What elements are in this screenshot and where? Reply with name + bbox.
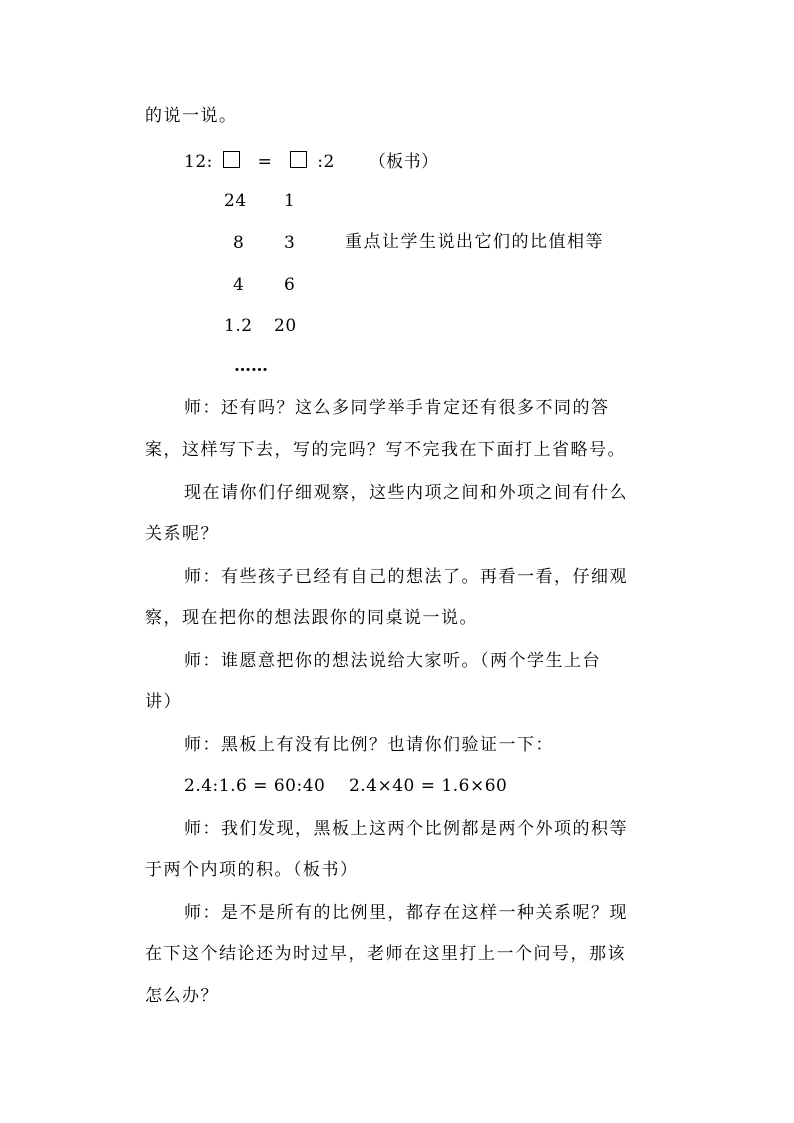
text-line: 在下这个结论还为时过早，老师在这里打上一个问号，那该 [145, 944, 626, 964]
pair-right: 6 [284, 275, 296, 295]
text-line: 现在请你们仔细观察，这些内项之间和外项之间有什么 [184, 483, 628, 503]
blank-box [223, 151, 240, 168]
text-line: 师：还有吗？这么多同学举手肯定还有很多不同的答 [184, 398, 610, 418]
text-line: 案，这样写下去，写的完吗？写不完我在下面打上省略号。 [145, 440, 626, 460]
text-line: 师：我们发现，黑板上这两个比例都是两个外项的积等 [184, 819, 628, 839]
text-line: 师：有些孩子已经有自己的想法了。再看一看，仔细观 [184, 567, 628, 587]
pair-left: 8 [233, 233, 245, 253]
text-line: 讲） [145, 692, 182, 712]
equation-suffix: :2 [317, 152, 335, 172]
board-note: （板书） [368, 152, 439, 172]
side-note: 重点让学生说出它们的比值相等 [345, 232, 604, 252]
pair-right: 20 [274, 316, 297, 336]
text-line: 师：谁愿意把你的想法说给大家听。（两个学生上台 [184, 651, 601, 671]
text-line: 的说一说。 [145, 106, 238, 126]
text-line: 怎么办？ [145, 986, 219, 1006]
blank-box [290, 151, 307, 168]
pair-left: 4 [233, 275, 245, 295]
text-line: 师：黑板上有没有比例？也请你们验证一下： [184, 735, 554, 755]
pair-right: 3 [284, 233, 296, 253]
equals-sign: = [257, 152, 273, 172]
proportion-equation [184, 151, 439, 171]
text-line: 察，现在把你的想法跟你的同桌说一说。 [145, 608, 478, 628]
text-line: 关系呢？ [145, 524, 219, 544]
pair-left: 1.2 [224, 316, 253, 336]
verification-equations: 2.4:1.6 = 60:40 2.4×40 = 1.6×60 [184, 776, 508, 796]
pair-left: 24 [224, 191, 247, 211]
equation-prefix: 12: [184, 152, 213, 172]
pair-right: 1 [284, 191, 296, 211]
ellipsis: …… [234, 356, 268, 376]
text-line: 师：是不是所有的比例里，都存在这样一种关系呢？现 [184, 903, 628, 923]
text-line: 于两个内项的积。（板书） [145, 860, 359, 880]
